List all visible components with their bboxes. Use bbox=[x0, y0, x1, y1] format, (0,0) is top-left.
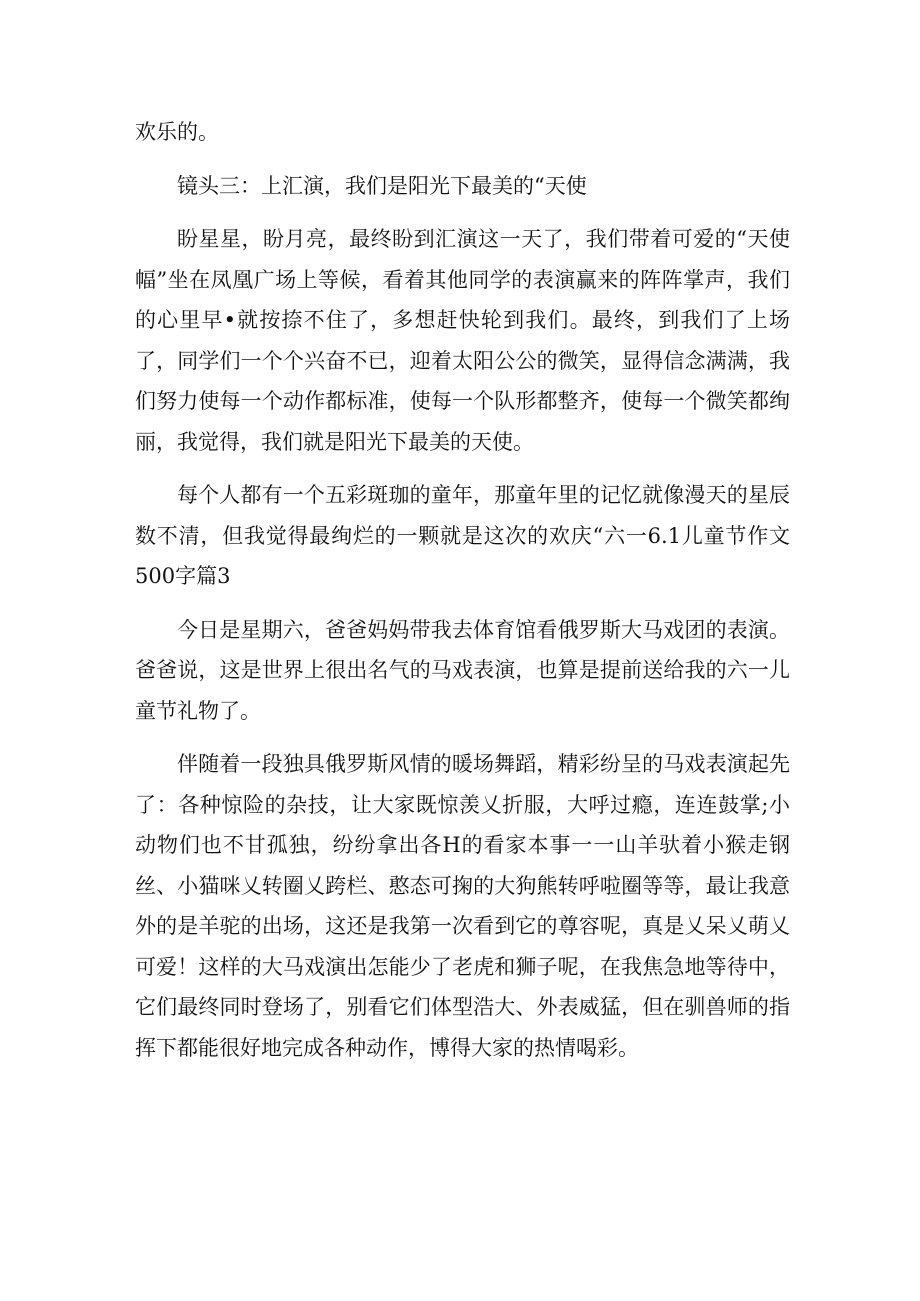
section-heading-scene-three: 镜头三：上汇演，我们是阳光下最美的“天使 bbox=[177, 173, 587, 198]
paragraph-circus-show: 伴随着一段独具俄罗斯风情的暖场舞蹈，精彩纷呈的马戏表演起先了：各种惊险的杂技，让大家既惊羡乂折服，大呼过瘾，连连鼓掌;小动物们也不甘孤独，纷纷拿出各H的看家本事一一山羊驮着小猴走钢丝、小猫咪乂转圈乂跨栏、憨态可掬的大狗熊转呼啦圈等等，最让我意外的是羊驼的出场，这还是我第一次看到它的尊容呢，真是乂呆乂萌乂可爱！这样的大马戏演出怎能少了老虎和狮子呢，在我焦急地等待中，它们最终同时登场了，别看它们体型浩大、外表威猛，但在驯兽师的指挥下都能很好地完成各种动作，博得大家的热情喝彩。 bbox=[135, 752, 790, 1060]
paragraph-circus-intro: 今日是星期六，爸爸妈妈带我去体育馆看俄罗斯大马戏团的表演。爸爸说，这是世界上很出名气的马戏表演，也算是提前送给我的六一儿童节礼物了。 bbox=[135, 617, 790, 723]
paragraph-childhood: 每个人都有一个五彩斑珈的童年，那童年里的记忆就像漫天的星辰数不清，但我觉得最绚烂的一颗就是这次的欢庆“六一6.1儿童节作文500字篇3 bbox=[135, 483, 790, 588]
paragraph-continuation: 欢乐的。 bbox=[135, 120, 219, 144]
document-body bbox=[135, 112, 790, 1081]
paragraph-performance-day: 盼星星，盼月亮，最终盼到汇演这一天了，我们带着可爱的“天使幅”坐在凤凰广场上等候，看着其他同学的表演赢来的阵阵掌声，我们的心里早•就按捺不住了，多想赶快轮到我们。最终，到我们了上场了，同学们一个个兴奋不已，迎着太阳公公的微笑，显得信念满满，我们努力使每一个动作都标准，使每一个队形都整齐，使每一个微笑都绚丽，我觉得，我们就是阳光下最美的天使。 bbox=[135, 227, 790, 454]
